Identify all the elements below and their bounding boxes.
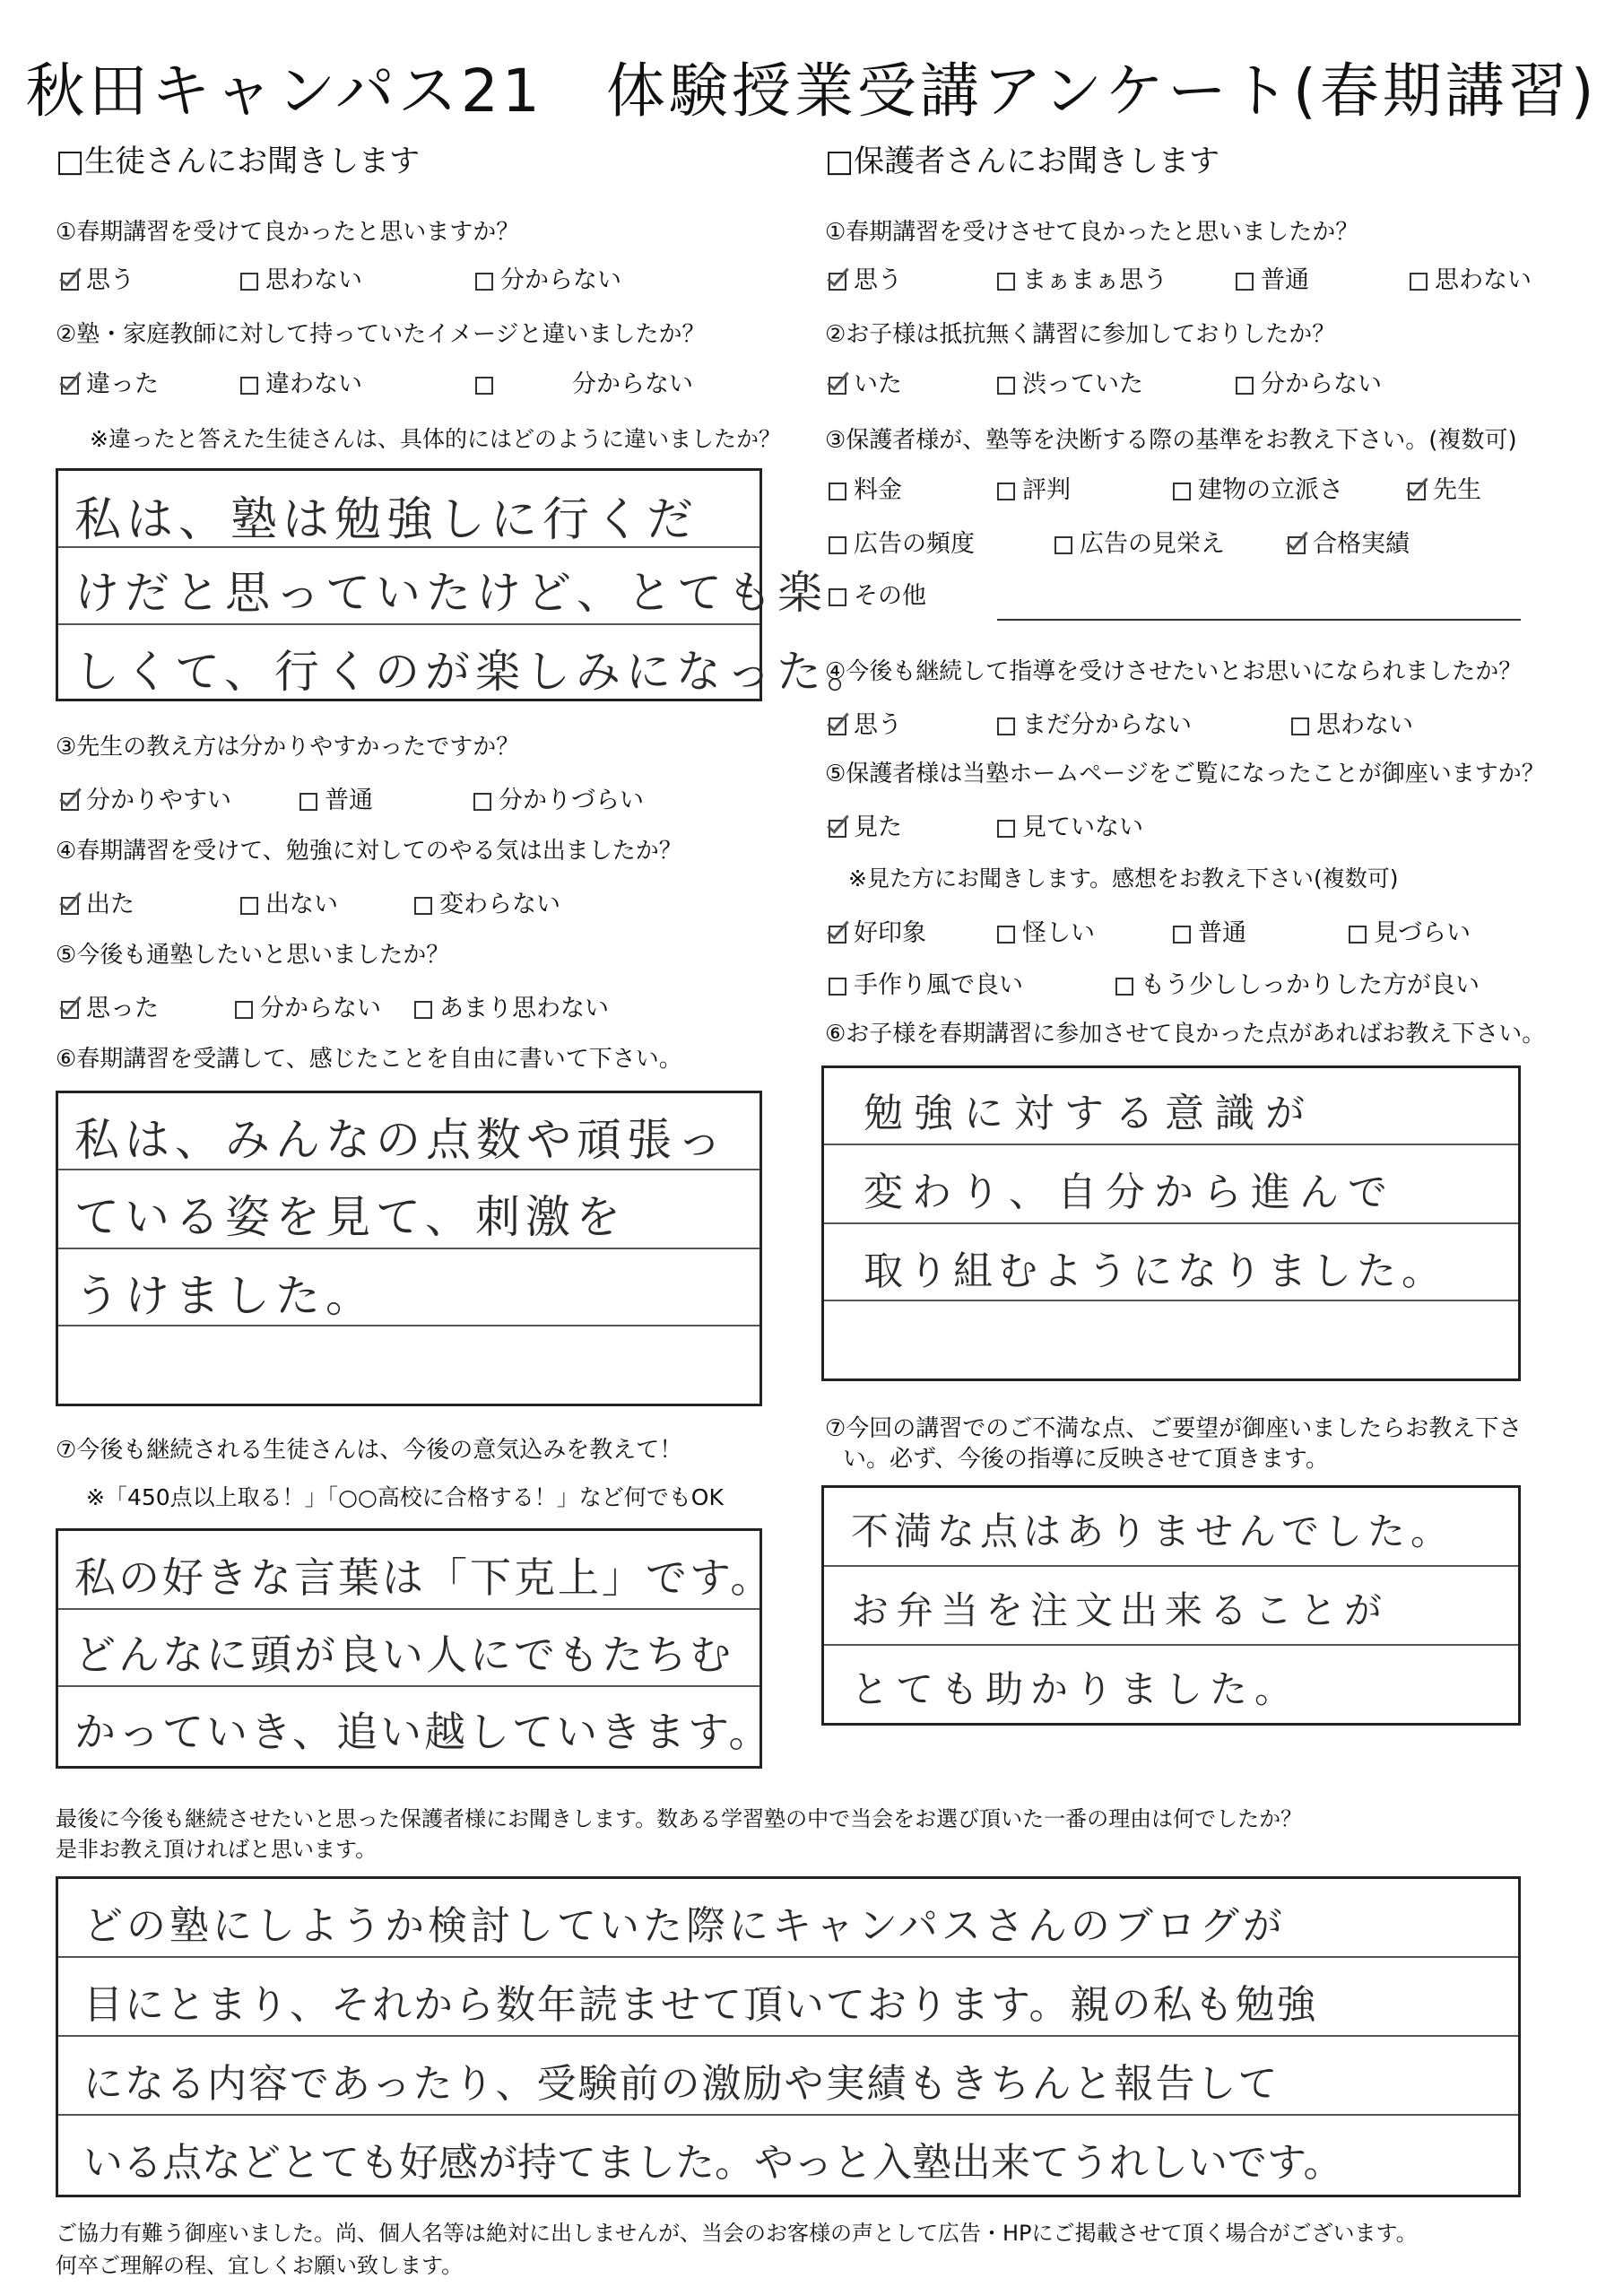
- checkbox-checked-icon[interactable]: [61, 273, 79, 291]
- parent-q1-option-3[interactable]: 普通: [1236, 260, 1309, 295]
- parent-q5-impression-option[interactable]: 好印象: [829, 913, 926, 948]
- parent-q3-text: ③保護者様が、塾等を決断する際の基準をお教え下さい。(複数可): [825, 427, 1517, 454]
- checkbox-icon[interactable]: [997, 483, 1015, 500]
- checkbox-checked-icon[interactable]: [829, 926, 846, 944]
- student-q1-option-1[interactable]: 思う: [61, 260, 135, 295]
- parent-q1-text: ①春期講習を受けさせて良かったと思いましたか？: [825, 219, 1359, 246]
- student-q5-option-3[interactable]: あまり思わない: [414, 988, 609, 1023]
- checkbox-icon[interactable]: [299, 793, 317, 811]
- parent-q1-option-2[interactable]: まぁまぁ思う: [997, 260, 1167, 295]
- student-q3-option-1[interactable]: 分かりやすい: [61, 780, 231, 815]
- parent-q4-text: ④今後も継続して指導を受けさせたいとお思いになられましたか？: [825, 658, 1523, 685]
- student-q2-option-3[interactable]: 分からない: [475, 364, 693, 399]
- student-q5-option-1[interactable]: 思った: [61, 988, 159, 1023]
- parent-q2-option-2[interactable]: 渋っていた: [997, 364, 1143, 399]
- checkbox-icon[interactable]: [1236, 377, 1254, 395]
- parent-q6-text: ⑥お子様を春期講習に参加させて良かった点があればお教え下さい。: [825, 1021, 1546, 1048]
- checkbox-icon[interactable]: [475, 377, 493, 395]
- parent-q5-impression-option[interactable]: もう少ししっかりした方が良い: [1115, 965, 1480, 1000]
- handwritten-line: お弁当を注文出来ることが: [851, 1588, 1390, 1632]
- parent-q7-text-2: い。必ず、今後の指導に反映させて頂きます。: [843, 1446, 1329, 1473]
- handwritten-line: 取り組むようになりました。: [864, 1248, 1446, 1294]
- checkbox-icon[interactable]: [997, 926, 1015, 944]
- checkbox-icon[interactable]: [240, 377, 258, 395]
- handwritten-line: どの塾にしようか検討していた際にキャンパスさんのブログが: [83, 1903, 1286, 1949]
- checkbox-checked-icon[interactable]: [1288, 536, 1306, 554]
- handwritten-line: とても助かりました。: [851, 1667, 1300, 1711]
- checkbox-icon[interactable]: [235, 1001, 253, 1019]
- handwritten-line: けだと思っていたけど、とても楽: [74, 567, 828, 619]
- student-q2-note: ※違ったと答えた生徒さんは、具体的にはどのように違いましたか？: [90, 426, 781, 452]
- parent-q5-option-1[interactable]: 見た: [829, 807, 902, 842]
- checkbox-icon[interactable]: [1236, 273, 1254, 291]
- student-q2-text: ②塾・家庭教師に対して持っていたイメージと違いましたか？: [56, 321, 706, 348]
- handwritten-line: かっていき、追い越していきます。: [74, 1708, 773, 1756]
- checkbox-icon[interactable]: [414, 897, 432, 915]
- parent-q3-option[interactable]: 料金: [829, 470, 902, 505]
- checkbox-checked-icon[interactable]: [61, 1001, 79, 1019]
- handwritten-line: ている姿を見て、刺激を: [74, 1191, 626, 1243]
- student-q4-option-2[interactable]: 出ない: [240, 884, 338, 919]
- checkbox-checked-icon[interactable]: [829, 273, 846, 291]
- handwritten-line: になる内容であったり、受験前の激励や実績もきちんと報告して: [83, 2061, 1280, 2107]
- parent-q5-option-2[interactable]: 見ていない: [997, 807, 1143, 842]
- checkbox-icon[interactable]: [829, 978, 846, 996]
- final-question-line-2: 是非お教え頂ければと思います。: [56, 1837, 378, 1862]
- handwritten-line: 不満な点はありませんでした。: [851, 1509, 1454, 1553]
- handwritten-line: 勉強に対する意識が: [864, 1091, 1315, 1136]
- student-q2-option-1[interactable]: 違った: [61, 364, 159, 399]
- checkbox-icon[interactable]: [240, 897, 258, 915]
- student-q4-option-1[interactable]: 出た: [61, 884, 135, 919]
- parent-q3-option[interactable]: 建物の立派さ: [1173, 470, 1343, 505]
- student-q3-option-2[interactable]: 普通: [299, 780, 373, 815]
- other-write-in-line[interactable]: [997, 619, 1521, 621]
- parent-q7-answer-box[interactable]: [821, 1485, 1521, 1726]
- parent-q7-text-1: ⑦今回の講習でのご不満な点、ご要望が御座いましたらお教え下さ: [825, 1415, 1523, 1442]
- handwritten-line: どんなに頭が良い人にでもたちむ: [74, 1631, 733, 1679]
- footer-line-2: 何卒ご理解の程、宜しくお願い致します。: [56, 2253, 464, 2278]
- parent-q3-option[interactable]: 評判: [997, 470, 1071, 505]
- student-section-heading: □生徒さんにお聞きします: [56, 144, 421, 179]
- handwritten-line: 私の好きな言葉は「下克上」です。: [74, 1553, 775, 1602]
- final-answer-box[interactable]: [56, 1876, 1521, 2197]
- parent-q5-impression-option[interactable]: 普通: [1173, 913, 1246, 948]
- checkbox-checked-icon[interactable]: [829, 718, 846, 735]
- student-q1-text: ①春期講習を受けて良かったと思いますか？: [56, 219, 520, 246]
- handwritten-line: 私は、みんなの点数や頑張っ: [74, 1114, 727, 1166]
- handwritten-line: しくて、行くのが楽しみになった。: [74, 646, 877, 698]
- student-q6-text: ⑥春期講習を受講して、感じたことを自由に書いて下さい。: [56, 1046, 682, 1073]
- checkbox-checked-icon[interactable]: [829, 377, 846, 395]
- parent-q3-option[interactable]: 広告の見栄え: [1055, 524, 1225, 559]
- parent-q1-option-1[interactable]: 思う: [829, 260, 902, 295]
- student-q7-text: ⑦今後も継続される生徒さんは、今後の意気込みを教えて！: [56, 1437, 683, 1464]
- checkbox-icon[interactable]: [1291, 718, 1309, 735]
- checkbox-icon[interactable]: [997, 273, 1015, 291]
- parent-q2-option-1[interactable]: いた: [829, 364, 902, 399]
- final-question-line-1: 最後に今後も継続させたいと思った保護者様にお聞きします。数ある学習塾の中で当会をお選び頂いた一番の理由は何でしたか？: [56, 1806, 1303, 1831]
- handwritten-line: いる点などとても好感が持てました。やっと入塾出来てうれしいです。: [83, 2140, 1343, 2186]
- parent-q5-note: ※見た方にお聞きします。感想をお教え下さい(複数可): [848, 865, 1399, 891]
- checkbox-icon[interactable]: [475, 273, 493, 291]
- checkbox-icon[interactable]: [997, 718, 1015, 735]
- checkbox-icon[interactable]: [1115, 978, 1133, 996]
- student-q3-option-3[interactable]: 分かりづらい: [473, 780, 644, 815]
- checkbox-checked-icon[interactable]: [1408, 483, 1426, 500]
- parent-q6-answer-box[interactable]: [821, 1065, 1521, 1381]
- parent-q3-option[interactable]: 合格実績: [1288, 524, 1410, 559]
- parent-q5-impression-option[interactable]: 見づらい: [1349, 913, 1471, 948]
- checkbox-icon[interactable]: [997, 377, 1015, 395]
- parent-q5-impression-option[interactable]: 手作り風で良い: [829, 965, 1023, 1000]
- parent-q2-text: ②お子様は抵抗無く講習に参加しておりしたか？: [825, 321, 1336, 348]
- checkbox-checked-icon[interactable]: [61, 793, 79, 811]
- student-q3-text: ③先生の教え方は分かりやすかったですか？: [56, 734, 520, 761]
- checkbox-icon[interactable]: [829, 483, 846, 500]
- checkbox-icon[interactable]: [1349, 926, 1367, 944]
- student-q1-option-2[interactable]: 思わない: [240, 260, 362, 295]
- checkbox-icon[interactable]: [1173, 483, 1191, 500]
- checkbox-icon[interactable]: [829, 588, 846, 606]
- checkbox-icon[interactable]: [997, 820, 1015, 838]
- parent-q3-option[interactable]: 広告の頻度: [829, 524, 975, 559]
- checkbox-checked-icon[interactable]: [61, 377, 79, 395]
- checkbox-checked-icon[interactable]: [61, 897, 79, 915]
- handwritten-line: 目にとまり、それから数年読ませて頂いております。親の私も勉強: [83, 1982, 1318, 2028]
- student-q5-text: ⑤今後も通塾したいと思いましたか？: [56, 942, 450, 969]
- parent-q1-option-4[interactable]: 思わない: [1410, 260, 1532, 295]
- student-q4-option-3[interactable]: 変わらない: [414, 884, 560, 919]
- checkbox-icon[interactable]: [414, 1001, 432, 1019]
- parent-q2-option-3[interactable]: 分からない: [1236, 364, 1382, 399]
- student-q2-answer-box[interactable]: [56, 468, 877, 701]
- parent-q3-option[interactable]: 先生: [1408, 470, 1481, 505]
- student-q7-answer-box[interactable]: [56, 1528, 775, 1769]
- checkbox-icon[interactable]: [473, 793, 491, 811]
- student-q4-text: ④春期講習を受けて、勉強に対してのやる気は出ましたか？: [56, 838, 682, 865]
- footer-line-1: ご協力有難う御座いました。尚、個人名等は絶対に出しませんが、当会のお客様の声として広告・HPにご掲載させて頂く場合がございます。: [56, 2221, 1418, 2246]
- student-q2-option-2[interactable]: 違わない: [240, 364, 362, 399]
- student-q6-answer-box[interactable]: [56, 1091, 762, 1406]
- parent-q4-option-1[interactable]: 思う: [829, 705, 902, 740]
- checkbox-icon[interactable]: [1410, 273, 1428, 291]
- parent-q4-option-3[interactable]: 思わない: [1291, 705, 1413, 740]
- handwritten-line: 私は、塾は勉強しに行くだ: [74, 493, 699, 547]
- parent-q5-text: ⑤保護者様は当塾ホームページをご覧になったことが御座いますか？: [825, 761, 1545, 787]
- handwritten-line: うけました。: [74, 1270, 376, 1322]
- parent-q3-option[interactable]: その他: [829, 576, 926, 611]
- student-q1-option-3[interactable]: 分からない: [475, 260, 621, 295]
- checkbox-icon[interactable]: [1173, 926, 1191, 944]
- parent-section-heading: □保護者さんにお聞きします: [825, 144, 1220, 179]
- handwritten-line: 変わり、自分から進んで: [864, 1170, 1396, 1215]
- parent-q4-option-2[interactable]: まだ分からない: [997, 705, 1192, 740]
- student-q7-note: ※「450点以上取る！」「○○高校に合格する！」など何でもOK: [86, 1484, 724, 1510]
- checkbox-icon[interactable]: [1055, 536, 1072, 554]
- checkbox-icon[interactable]: [829, 536, 846, 554]
- parent-q5-impression-option[interactable]: 怪しい: [997, 913, 1095, 948]
- page-title: 秋田キャンパス21 体験授業受講アンケート(春期講習): [25, 57, 1598, 126]
- checkbox-checked-icon[interactable]: [829, 820, 846, 838]
- student-q5-option-2[interactable]: 分からない: [235, 988, 381, 1023]
- checkbox-icon[interactable]: [240, 273, 258, 291]
